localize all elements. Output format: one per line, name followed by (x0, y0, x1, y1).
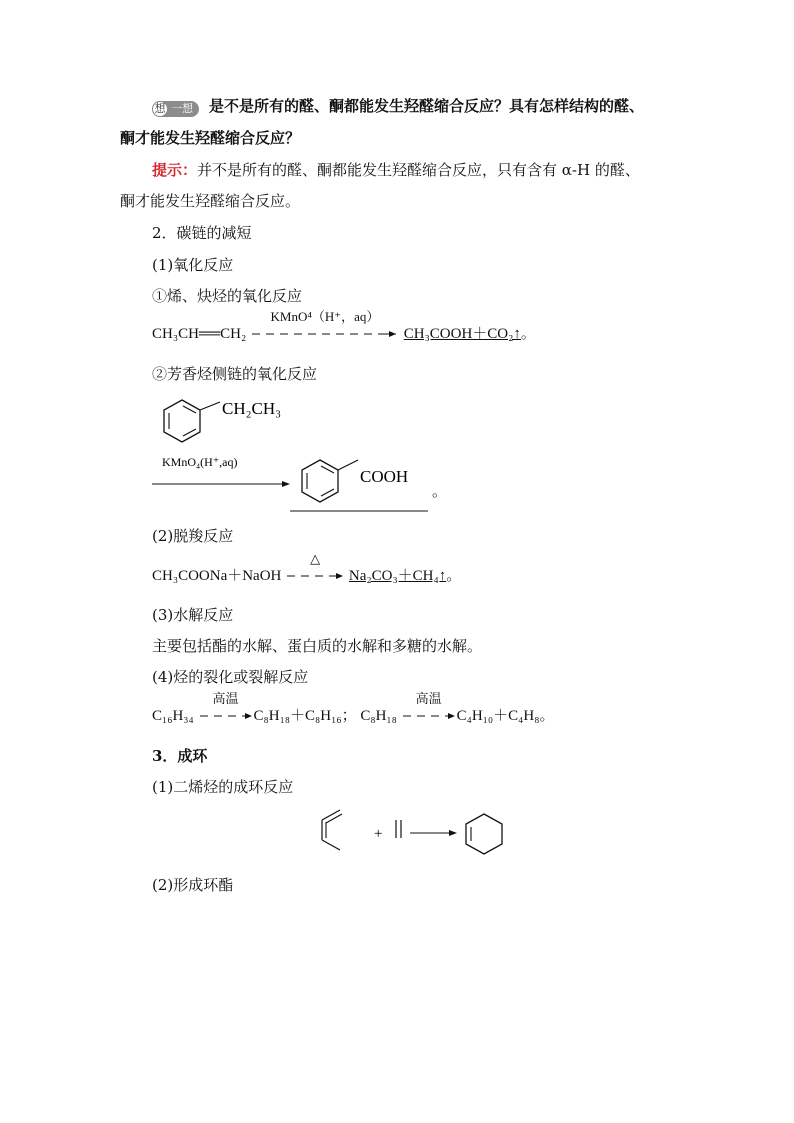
alkene-eq-lhs: CH₃CH══CH₂ (152, 326, 247, 342)
diels-alder-arrowhead (449, 830, 457, 836)
decarboxylation-title: (2)脱羧反应 (152, 527, 234, 545)
cracking-eq-arrow-1 (198, 690, 254, 727)
think-badge-text: 一想 (171, 102, 193, 115)
hint-text-1: 并不是所有的醛、酮都能发生羟醛缩合反应，只有含有 α-H 的醛、 (197, 161, 640, 179)
decarb-eq-lhs: CH₃COONa＋NaOH (152, 568, 282, 584)
section-3-title: 3．成环 (152, 747, 208, 765)
think-badge-char: 想 (152, 101, 168, 117)
question-line-1 (152, 96, 644, 116)
alkene-eq-condition: KMnO⁴（H⁺，aq） (270, 308, 380, 324)
aromatic-eq-end: 。 (432, 484, 448, 500)
cracking-eq-arrow-line-2 (401, 711, 457, 721)
oxidation-title: (1)氧化反应 (152, 256, 234, 274)
cracking-eq-rhs-2: C₄H₁₀＋C₄H₈ (456, 708, 540, 724)
cracking-eq-arrow-2 (401, 690, 457, 727)
question-text-1: 是不是所有的醛、酮都能发生羟醛缩合反应？具有怎样结构的醛、 (209, 97, 645, 115)
alkene-eq-arrow (250, 308, 400, 345)
decarb-eq-arrow-line (285, 571, 345, 581)
plus-sign: + (374, 826, 383, 842)
alkene-oxidation-title: ①烯、炔烃的氧化反应 (152, 287, 303, 305)
cracking-equation (152, 690, 555, 727)
cracking-eq-lhs-1: C₁₆H₃₄ (152, 708, 194, 724)
think-badge (152, 101, 199, 117)
alkene-eq-end: 。 (520, 326, 536, 342)
decarb-eq-arrow (285, 550, 345, 587)
question-line-2: 酮才能发生羟醛缩合反应？ (120, 129, 301, 147)
benzoic-acid-structure (302, 460, 408, 502)
cracking-eq-condition-2: 高温 (415, 690, 442, 706)
hydrolysis-title: (3)水解反应 (152, 606, 234, 624)
cracking-eq-lhs-2: C₈H₁₈ (360, 708, 397, 724)
diene-cyclization-title: (1)二烯烃的成环反应 (152, 778, 294, 796)
decarb-eq-condition: △ (310, 550, 321, 566)
alkene-equation (152, 308, 536, 345)
cyclohexene-structure (466, 814, 502, 854)
cracking-eq-condition-1: 高温 (212, 690, 239, 706)
cracking-title: (4)烃的裂化或裂解反应 (152, 668, 309, 686)
diene-cyclization-scheme (314, 806, 514, 866)
cyclic-ester-title: (2)形成环酯 (152, 876, 234, 894)
decarb-eq-rhs: Na₂CO₃＋CH₄↑ (348, 568, 447, 584)
aromatic-oxidation-scheme (150, 392, 470, 522)
alkene-eq-arrow-line (250, 329, 400, 339)
cracking-eq-arrow-line-1 (198, 711, 254, 721)
aromatic-eq-arrowhead (282, 481, 290, 487)
ethyl-group-label: CH₂CH₃ (222, 399, 282, 418)
ethylene-structure (396, 820, 401, 838)
decarb-eq-end: 。 (446, 568, 462, 584)
cracking-eq-rhs-1: C₈H₁₈＋C₈H₁₆； (253, 708, 357, 724)
aromatic-eq-condition: KMnO₄(H⁺,aq) (162, 455, 238, 469)
cracking-eq-end: 。 (539, 708, 555, 724)
ethylbenzene-structure (164, 399, 281, 442)
butadiene-structure (322, 810, 342, 850)
decarboxylation-equation (152, 550, 462, 587)
aromatic-oxidation-title: ②芳香烃侧链的氧化反应 (152, 365, 318, 383)
alkene-eq-rhs: CH₃COOH＋CO₂↑ (403, 326, 521, 342)
section-2-title: 2．碳链的减短 (152, 224, 252, 242)
carboxyl-group-label: COOH (360, 467, 409, 486)
hint-line-1 (152, 160, 640, 180)
hint-label: 提示： (152, 161, 198, 179)
hydrolysis-text: 主要包括酯的水解、蛋白质的水解和多糖的水解。 (152, 637, 483, 655)
hint-line-2: 酮才能发生羟醛缩合反应。 (120, 192, 301, 210)
